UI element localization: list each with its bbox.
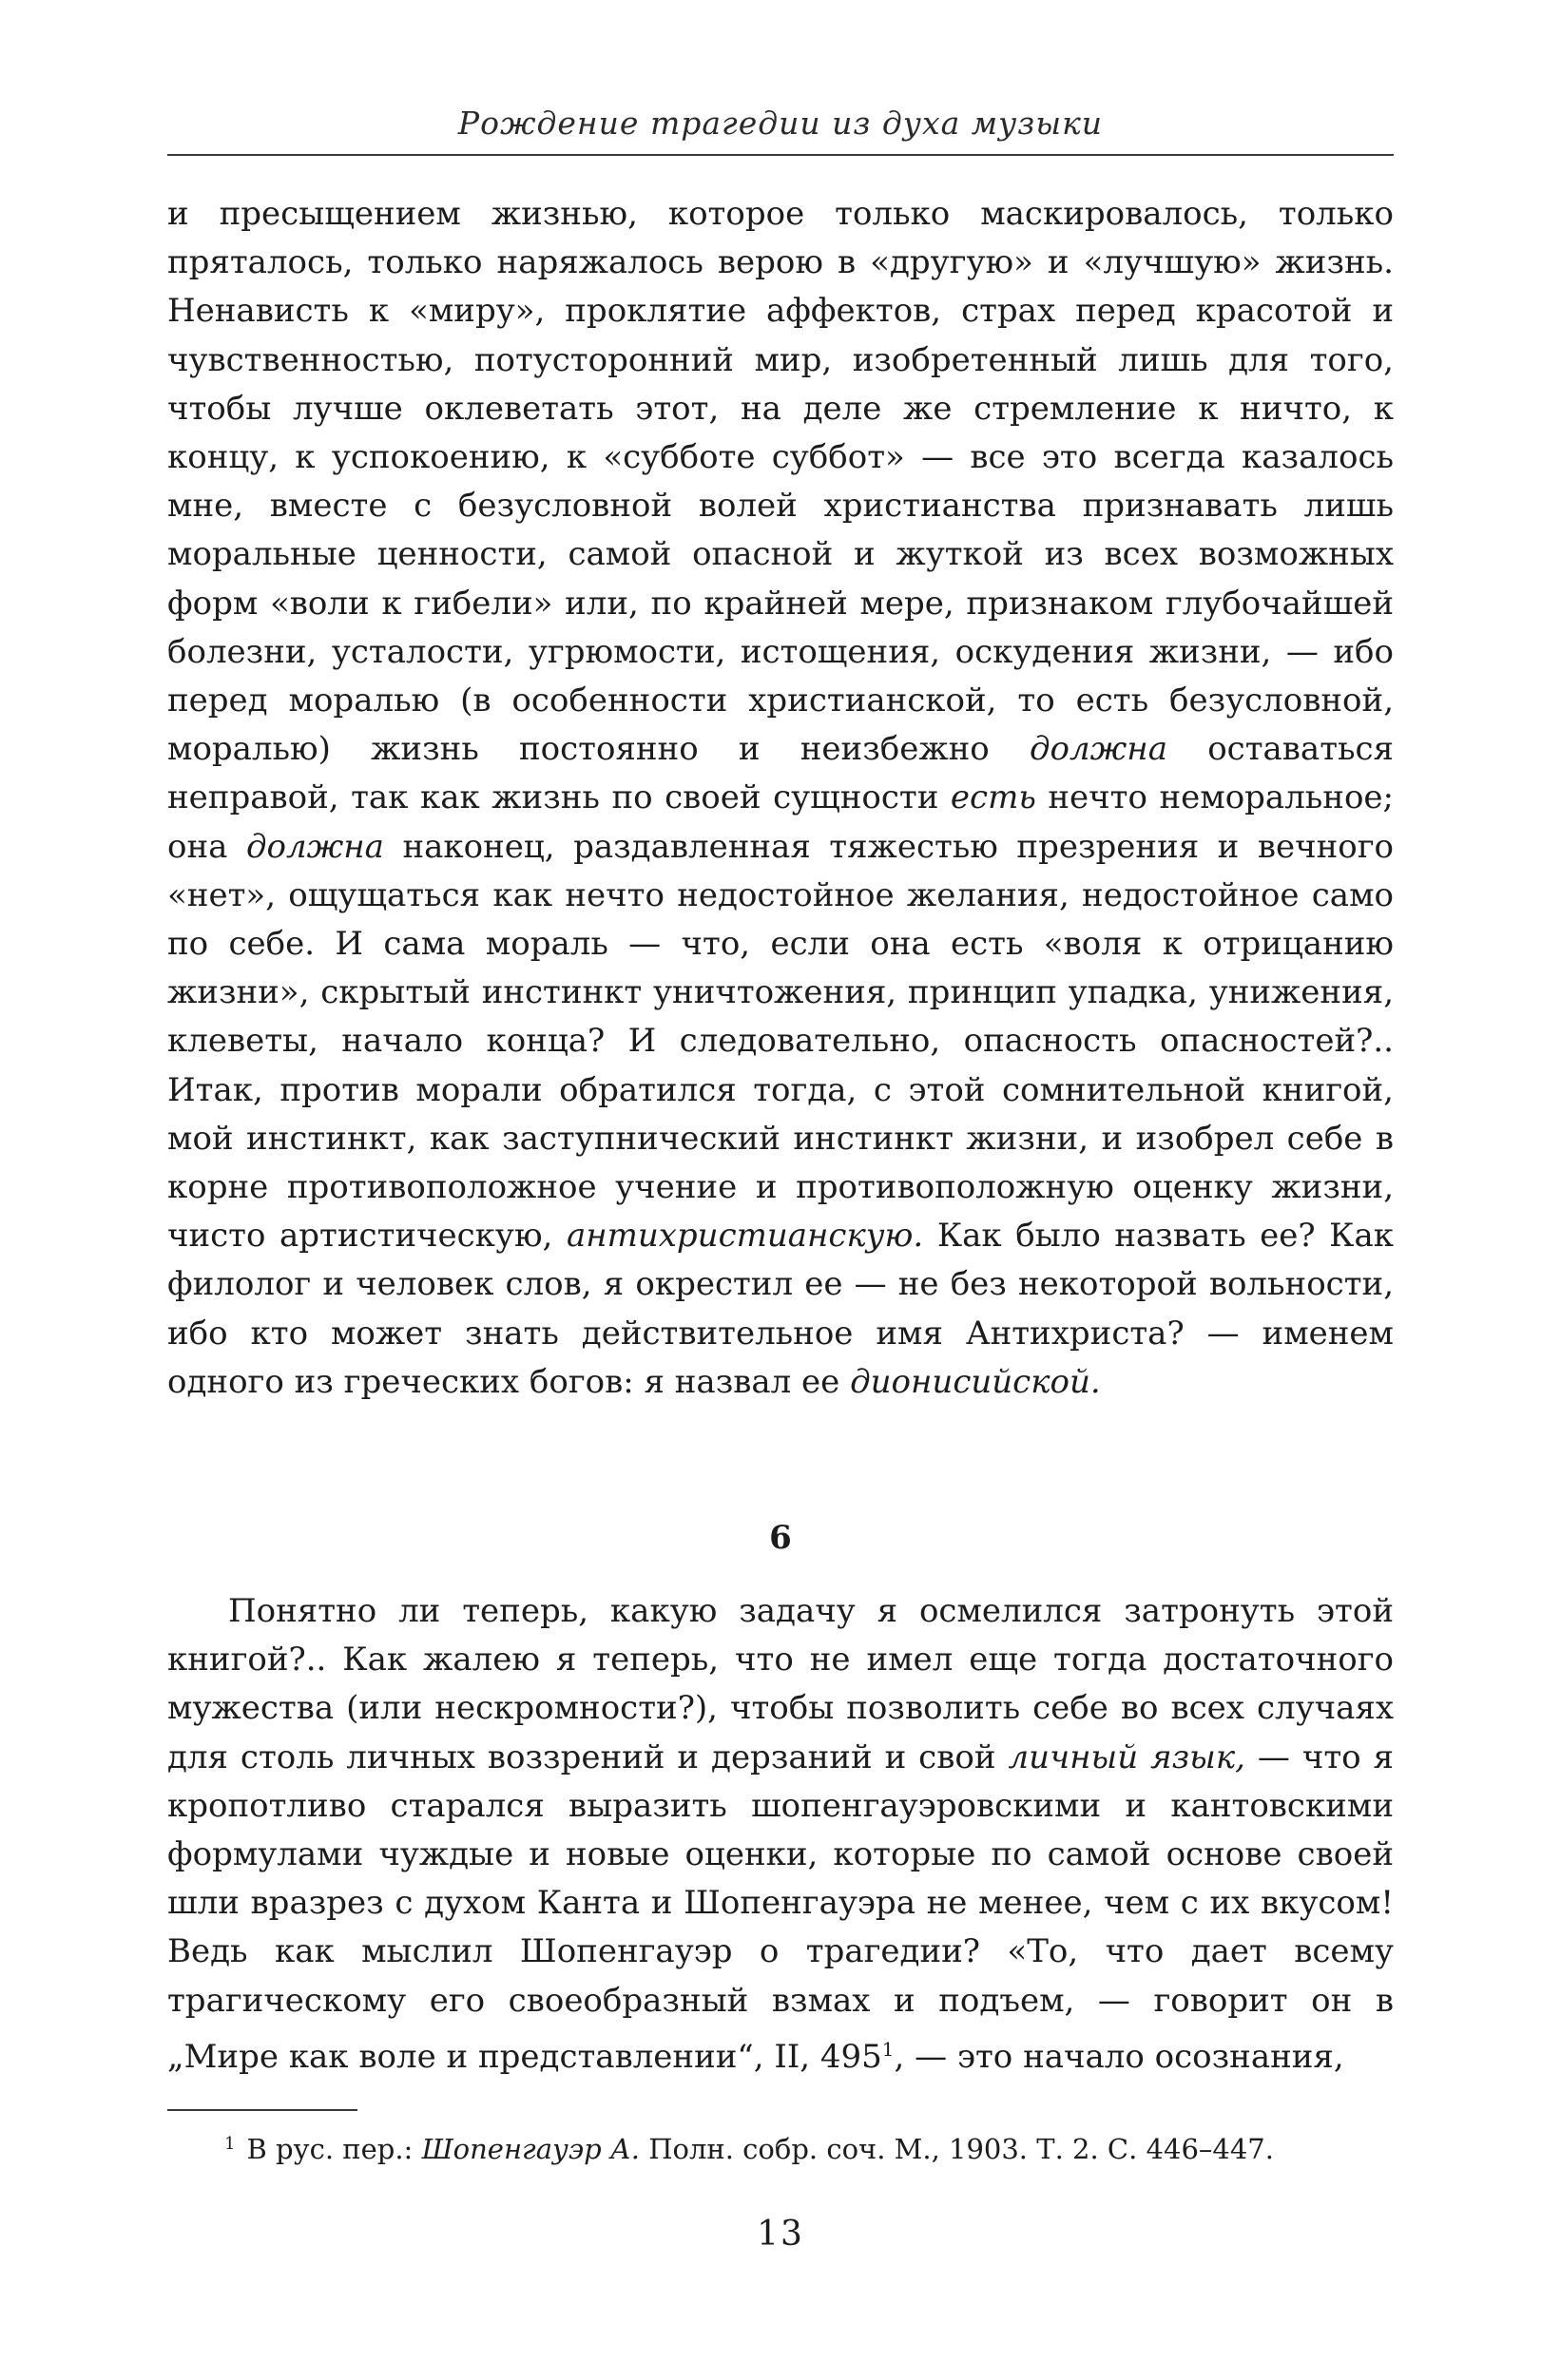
italic-emphasis: должна <box>1029 730 1167 769</box>
text-span: наконец, раздавленная тяжестью презрения и вечного «нет», ощущаться как нечто недостойное желания, недостойное само по себе. И сама мораль — что, если она есть «воля к отрицанию жизни», скрытый инстинкт уничтожения, принцип упадка, унижения, клеветы, начало конца? И следовательно, опасность опасностей?.. Итак, против морали обратился тогда, с этой сомнительной книгой, мой инстинкт, как заступнический инстинкт жизни, и изобрел себе в корне противоположное учение и противоположную оценку жизни, чисто артистическую, <box>167 827 1395 1256</box>
text-span: и пресыщением жизнью, которое только маскировалось, только пряталось, только наряжалось верою в «другую» и «лучшую» жизнь. Ненависть к «миру», проклятие аффектов, страх перед красотой и чувственностью, потусторонний мир, изобретенный лишь для того, чтобы лучше оклеветать этот, на деле же стремление к ничто, к концу, к успокоению, к «субботе суббот» — все это всегда казалось мне, вместе с безусловной волей христианства признавать лишь моральные ценности, самой опасной и жуткой из всех возможных форм «воли к гибели» или, по крайней мере, признаком глубочайшей болезни, усталости, угрюмости, истощения, оскудения жизни, — ибо перед моралью (в особенности христианской, то есть безусловной, моралью) жизнь постоянно и неизбежно <box>167 195 1394 769</box>
footnote-author: Шопенгауэр А. <box>421 2133 641 2165</box>
footnote-reference[interactable]: 1 <box>881 2037 895 2061</box>
footnote-rule <box>167 2109 357 2111</box>
italic-emphasis: дионисийской. <box>850 1362 1101 1401</box>
italic-emphasis: антихристианскую. <box>566 1217 924 1256</box>
footnote-marker: 1 <box>224 2134 236 2154</box>
paragraph-section-6 <box>167 1587 1394 2082</box>
paragraph-continued <box>167 190 1394 1407</box>
italic-emphasis: есть <box>950 778 1036 817</box>
text-span: Как было назвать ее? Как филолог и человек слов, я окрестил ее — не без некоторой вольности, ибо кто может знать действительное имя Антихриста? — именем одного из греческих богов: я назвал ее <box>167 1217 1395 1401</box>
text-span: нечто неморальное; она <box>167 778 1395 866</box>
footnote-prefix: В рус. пер.: <box>246 2133 414 2165</box>
section-number: 6 <box>769 1519 792 1557</box>
footnote <box>224 2125 1394 2168</box>
footnote-citation: Полн. собр. соч. М., 1903. Т. 2. С. 446–447. <box>648 2133 1274 2165</box>
running-header: Рождение трагедии из духа музыки <box>457 105 1104 142</box>
text-span: Понятно ли теперь, какую задачу я осмелился затронуть этой книгой?.. Как жалею я теперь, что не имел еще тогда достаточного мужества (или нескромности?), чтобы позволить себе во всех случаях для столь личных воззрений и дерзаний и свой <box>167 1592 1394 1776</box>
text-span: оставаться неправой, так как жизнь по своей сущности <box>167 730 1395 817</box>
italic-emphasis: личный язык, <box>1008 1737 1245 1776</box>
italic-emphasis: должна <box>245 827 384 866</box>
text-span: — что я кропотливо старался выразить шопенгауэровскими и кантовскими формулами чуждые и новые оценки, которые по самой основе своей шли вразрез с духом Канта и Шопенгауэра не менее, чем с их вкусом! Ведь как мыслил Шопенгауэр о трагедии? «То, что дает всему трагическому его своеобразный взмах и подъем, — говорит он в „Мире как воле и представлении“, II, 495 <box>167 1737 1395 2076</box>
text-span: , — это начало осознания, <box>894 2037 1344 2076</box>
header-rule <box>167 154 1394 156</box>
page-number: 13 <box>757 2215 804 2254</box>
